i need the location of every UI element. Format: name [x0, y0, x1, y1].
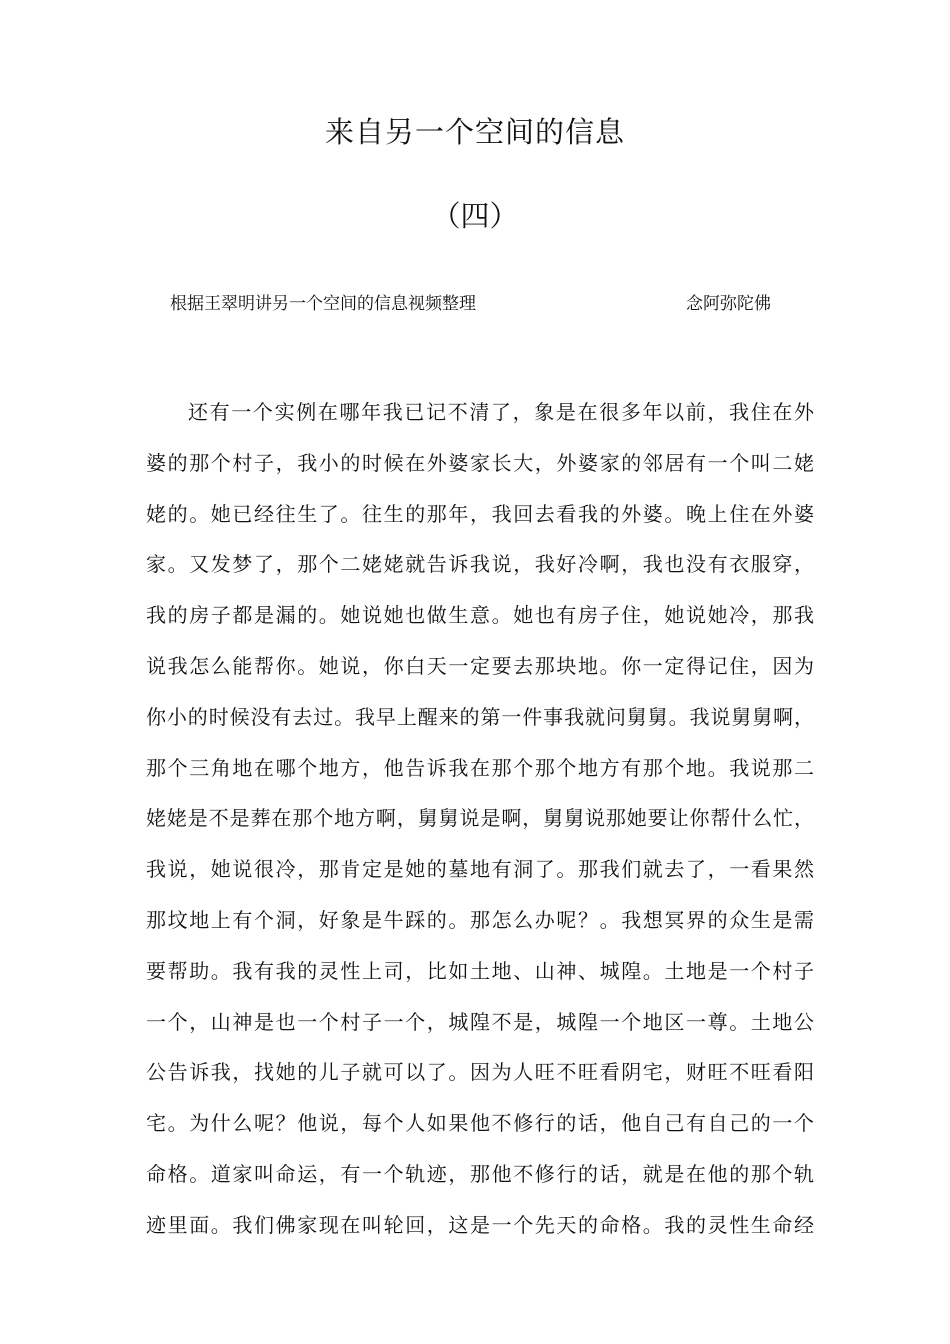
- body-line: 宅。为什么呢？他说，每个人如果他不修行的话，他自己有自己的一个: [146, 1111, 814, 1136]
- body-line: 公告诉我，找她的儿子就可以了。因为人旺不旺看阴宅，财旺不旺看阳: [146, 1060, 814, 1085]
- body-line: 那坟地上有个洞，好象是牛踩的。那怎么办呢？。我想冥界的众生是需: [146, 907, 814, 932]
- body-line: 姥姥是不是葬在那个地方啊，舅舅说是啊，舅舅说那她要让你帮什么忙，: [146, 806, 814, 831]
- body-line: 命格。道家叫命运，有一个轨迹，那他不修行的话，就是在他的那个轨: [146, 1161, 814, 1186]
- signature: 念阿弥陀佛: [686, 294, 771, 314]
- body-line: 我的房子都是漏的。她说她也做生意。她也有房子住，她说她冷，那我: [146, 603, 814, 628]
- body-line: 家。又发梦了，那个二姥姥就告诉我说，我好冷啊，我也没有衣服穿，: [146, 552, 814, 577]
- body-line: 婆的那个村子，我小的时候在外婆家长大，外婆家的邻居有一个叫二姥: [146, 450, 814, 475]
- body-line: 你小的时候没有去过。我早上醒来的第一件事我就问舅舅。我说舅舅啊，: [146, 704, 814, 729]
- body-line: 姥的。她已经往生了。往生的那年，我回去看我的外婆。晚上住在外婆: [146, 501, 814, 526]
- part-number: （四）: [431, 199, 519, 233]
- body-line: 迹里面。我们佛家现在叫轮回，这是一个先天的命格。我的灵性生命经: [146, 1212, 814, 1237]
- body-line: 一个，山神是也一个村子一个，城隍不是，城隍一个地区一尊。土地公: [146, 1009, 814, 1034]
- body-line: 我说，她说很冷，那肯定是她的墓地有洞了。那我们就去了，一看果然: [146, 857, 814, 882]
- document-title: 来自另一个空间的信息: [324, 115, 625, 149]
- body-line: 那个三角地在哪个地方，他告诉我在那个那个地方有那个地。我说那二: [146, 755, 814, 780]
- body-line: 说我怎么能帮你。她说，你白天一定要去那块地。你一定得记住，因为: [146, 653, 814, 678]
- body-line: 要帮助。我有我的灵性上司，比如土地、山神、城隍。土地是一个村子: [146, 958, 814, 983]
- body-paragraph: [146, 387, 814, 1251]
- source-note: 根据王翠明讲另一个空间的信息视频整理: [170, 294, 476, 314]
- body-line: 还有一个实例在哪年我已记不清了，象是在很多年以前，我住在外: [188, 400, 814, 424]
